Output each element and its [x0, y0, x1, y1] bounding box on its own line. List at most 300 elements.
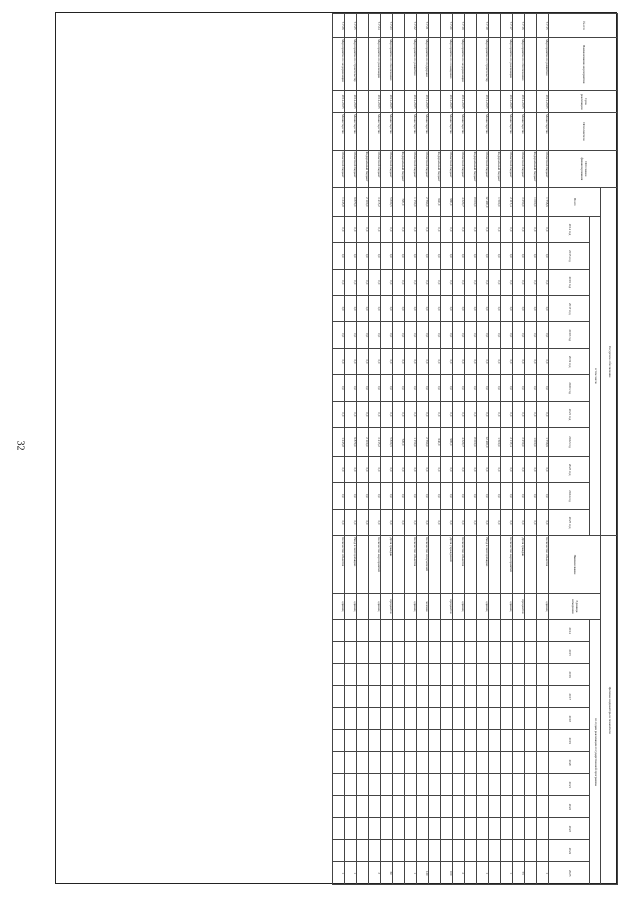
- table-cell: 2 100,0: [357, 188, 369, 217]
- table-cell: [513, 840, 525, 862]
- table-cell: [525, 91, 537, 113]
- table-cell: единиц: [369, 593, 381, 619]
- table-cell: [369, 708, 381, 730]
- table-cell: [465, 91, 477, 113]
- table-cell: [429, 730, 441, 752]
- header-year-resource: 2022 год: [549, 428, 590, 457]
- table-cell: 0,0: [333, 348, 345, 374]
- table-cell: [453, 642, 465, 664]
- table-cell: 4 320,7: [453, 428, 465, 457]
- table-cell: [393, 593, 405, 619]
- table-cell: [441, 730, 453, 752]
- table-cell: 0,0: [453, 322, 465, 348]
- table-cell: 0,0: [429, 401, 441, 427]
- table-cell: процентов: [513, 593, 525, 619]
- table-cell: 0,0: [513, 243, 525, 269]
- table-cell: 0,0: [393, 401, 405, 427]
- table-cell: 0,0: [369, 375, 381, 401]
- table-cell: [513, 752, 525, 774]
- table-cell: [417, 796, 429, 818]
- table-cell: 0,0: [489, 296, 501, 322]
- table-cell: [537, 752, 549, 774]
- table-cell: [357, 818, 369, 840]
- table-cell: Мероприятие по строительству: [345, 38, 357, 91]
- header-unit: Единица измерения: [549, 593, 601, 619]
- table-cell: 2 100,0: [357, 428, 369, 457]
- table-cell: 0,0: [369, 456, 381, 482]
- table-cell: 0,0: [393, 456, 405, 482]
- table-cell: 4 320,7: [453, 188, 465, 217]
- table-cell: 0,0: [405, 509, 417, 536]
- table-cell: [417, 752, 429, 774]
- table-cell: 12 400,0: [477, 428, 489, 457]
- table-cell: [525, 536, 537, 593]
- table-cell: [453, 752, 465, 774]
- table-cell: 2014-2025: [441, 91, 453, 113]
- table-cell: [501, 796, 513, 818]
- table-cell: 0,0: [429, 322, 441, 348]
- table-cell: 0,0: [345, 216, 357, 242]
- table-cell: Количество объектов: [453, 536, 465, 593]
- table-cell: [477, 752, 489, 774]
- table-row: [381, 14, 393, 885]
- table-cell: 0,0: [465, 216, 477, 242]
- table-cell: 0,0: [453, 269, 465, 295]
- table-cell: [357, 664, 369, 686]
- table-cell: 0,0: [501, 456, 513, 482]
- table-cell: 0,0: [489, 401, 501, 427]
- table-cell: Мероприятие по обеспечению: [381, 38, 393, 91]
- table-cell: 980,0: [441, 188, 453, 217]
- table-row: [345, 14, 357, 885]
- table-cell: 2014-2025: [453, 91, 465, 113]
- table-cell: [501, 620, 513, 642]
- table-cell: 0,0: [393, 296, 405, 322]
- table-cell: 0,0: [537, 243, 549, 269]
- table-cell: 120: [417, 862, 429, 885]
- table-cell: [381, 686, 393, 708]
- table-row: [429, 14, 441, 885]
- table-cell: [357, 642, 369, 664]
- table-cell: [465, 664, 477, 686]
- table-cell: 0,0: [333, 509, 345, 536]
- table-cell: 0,0: [537, 269, 549, 295]
- table-cell: [489, 91, 501, 113]
- table-row: [417, 14, 429, 885]
- table-cell: [393, 708, 405, 730]
- table-cell: Федеральный бюджет: [357, 150, 369, 187]
- table-cell: 0,0: [345, 269, 357, 295]
- table-cell: 0,0: [477, 483, 489, 509]
- table-cell: Областной бюджет: [369, 150, 381, 187]
- table-cell: 0,0: [429, 216, 441, 242]
- table-cell: 0,0: [417, 483, 429, 509]
- table-cell: Федеральный бюджет: [465, 150, 477, 187]
- table-cell: 2014-2025: [369, 91, 381, 113]
- table-cell: 0,0: [477, 348, 489, 374]
- table-cell: [477, 730, 489, 752]
- header-year-resource: 2023 год: [549, 456, 590, 482]
- table-cell: [417, 840, 429, 862]
- table-cell: [333, 796, 345, 818]
- table-cell: [465, 730, 477, 752]
- table-cell: [405, 796, 417, 818]
- table-cell: Доля учреждений: [441, 536, 453, 593]
- table-cell: Министерство: [453, 113, 465, 150]
- table-cell: [393, 14, 405, 38]
- table-cell: Мероприятие по развитию: [405, 38, 417, 91]
- table-cell: 0,0: [477, 401, 489, 427]
- table-cell: 0,0: [465, 509, 477, 536]
- table-cell: [405, 774, 417, 796]
- table-cell: [477, 620, 489, 642]
- table-cell: 1 150,0: [405, 428, 417, 457]
- table-cell: 0,0: [417, 348, 429, 374]
- table-cell: 2014-2025: [417, 91, 429, 113]
- table-cell: [345, 818, 357, 840]
- table-cell: человек: [417, 593, 429, 619]
- header-event: Наименование мероприятия: [549, 38, 618, 91]
- table-cell: Мероприятие по поддержке: [417, 38, 429, 91]
- table-cell: 7.7.23: [381, 14, 393, 38]
- header-year-indicator: 2020: [549, 752, 590, 774]
- table-cell: [393, 113, 405, 150]
- table-cell: 1: [345, 862, 357, 885]
- table-cell: [369, 774, 381, 796]
- table-cell: [465, 818, 477, 840]
- table-cell: 0,0: [381, 243, 393, 269]
- table-cell: 0,0: [453, 456, 465, 482]
- header-year-indicator: 2017: [549, 686, 590, 708]
- table-cell: 7.7.20: [441, 14, 453, 38]
- table-cell: [345, 642, 357, 664]
- table-cell: Министерство: [441, 113, 453, 150]
- table-cell: [489, 862, 501, 885]
- table-cell: [417, 774, 429, 796]
- table-cell: 7.7.25: [345, 14, 357, 38]
- table-cell: 0,0: [501, 296, 513, 322]
- table-cell: Министерство: [405, 113, 417, 150]
- header-year-resource: 2017 год: [549, 296, 590, 322]
- table-cell: [381, 752, 393, 774]
- table-cell: [429, 91, 441, 113]
- table-cell: [369, 752, 381, 774]
- table-cell: 0,0: [381, 269, 393, 295]
- table-cell: [465, 752, 477, 774]
- table-cell: 7.7.22: [405, 14, 417, 38]
- table-row: [501, 14, 513, 885]
- table-cell: [525, 642, 537, 664]
- table-cell: [357, 620, 369, 642]
- table-cell: 1: [537, 862, 549, 885]
- table-cell: [501, 664, 513, 686]
- header-in-including: в том числе: [590, 216, 601, 536]
- table-cell: 0,0: [477, 269, 489, 295]
- table-cell: 0,0: [417, 269, 429, 295]
- table-cell: [525, 774, 537, 796]
- table-cell: 0,0: [333, 216, 345, 242]
- table-cell: 0,0: [525, 296, 537, 322]
- table-cell: 0,0: [489, 483, 501, 509]
- table-cell: [429, 664, 441, 686]
- table-cell: Количество объектов: [405, 536, 417, 593]
- table-cell: Количество объектов: [537, 536, 549, 593]
- table-cell: [333, 752, 345, 774]
- table-cell: [501, 752, 513, 774]
- table-cell: 0,0: [513, 269, 525, 295]
- table-cell: [441, 818, 453, 840]
- table-cell: 0,0: [525, 322, 537, 348]
- header-year-indicator: 2022: [549, 796, 590, 818]
- table-cell: 0,0: [417, 296, 429, 322]
- table-cell: [453, 840, 465, 862]
- table-cell: 0,0: [357, 456, 369, 482]
- table-row: [465, 14, 477, 885]
- table-cell: 0,0: [453, 483, 465, 509]
- table-cell: 0,0: [405, 483, 417, 509]
- table-cell: 0,0: [381, 296, 393, 322]
- table-cell: [537, 774, 549, 796]
- table-cell: [537, 840, 549, 862]
- table-cell: Областной бюджет: [501, 150, 513, 187]
- table-cell: 0,0: [489, 216, 501, 242]
- table-cell: 0,0: [489, 509, 501, 536]
- table-cell: [441, 686, 453, 708]
- table-row: [489, 14, 501, 885]
- table-cell: [513, 686, 525, 708]
- table-cell: Министерство: [345, 113, 357, 150]
- table-cell: 0,0: [393, 243, 405, 269]
- table-cell: [369, 620, 381, 642]
- table-cell: [429, 708, 441, 730]
- table-cell: 0,0: [345, 348, 357, 374]
- table-cell: 0,0: [537, 509, 549, 536]
- table-cell: [537, 664, 549, 686]
- table-cell: [357, 113, 369, 150]
- table-cell: [465, 620, 477, 642]
- table-cell: 0,0: [453, 375, 465, 401]
- table-cell: [405, 642, 417, 664]
- table-cell: Мероприятие по модернизации: [453, 38, 465, 91]
- table-cell: 0,0: [477, 296, 489, 322]
- table-cell: [357, 536, 369, 593]
- table-cell: [453, 620, 465, 642]
- table-cell: Областной бюджет: [477, 150, 489, 187]
- table-cell: [441, 840, 453, 862]
- table-cell: 3 250,0: [513, 188, 525, 217]
- table-cell: 0,0: [333, 375, 345, 401]
- table-cell: [381, 730, 393, 752]
- table-cell: 0,0: [513, 322, 525, 348]
- table-cell: [333, 818, 345, 840]
- table-cell: [429, 686, 441, 708]
- table-cell: [513, 796, 525, 818]
- table-cell: [405, 818, 417, 840]
- table-row: [357, 14, 369, 885]
- table-cell: 0,0: [405, 269, 417, 295]
- table-cell: [525, 752, 537, 774]
- table-cell: [453, 774, 465, 796]
- table-cell: 0,0: [489, 348, 501, 374]
- table-cell: 0,0: [369, 401, 381, 427]
- table-cell: 1 758,6: [537, 428, 549, 457]
- header-year-resource: 2020 год: [549, 375, 590, 401]
- table-cell: 0,0: [501, 509, 513, 536]
- table-cell: 0,0: [441, 509, 453, 536]
- table-cell: 0,0: [345, 243, 357, 269]
- table-cell: Областной бюджет: [453, 150, 465, 187]
- header-year-indicator: 2023: [549, 818, 590, 840]
- table-cell: 0,0: [429, 348, 441, 374]
- table-cell: 0,0: [393, 348, 405, 374]
- table-cell: Ввод в эксплуатацию: [477, 536, 489, 593]
- table-cell: [405, 664, 417, 686]
- table-cell: [429, 818, 441, 840]
- table-cell: 2014-2025: [501, 91, 513, 113]
- table-cell: 7.7.15: [537, 14, 549, 38]
- table-cell: 0,0: [537, 216, 549, 242]
- table-cell: [477, 642, 489, 664]
- table-cell: 0,0: [525, 269, 537, 295]
- header-year-indicator: 2014: [549, 620, 590, 642]
- table-cell: 7.7.24: [369, 14, 381, 38]
- table-cell: 0,0: [453, 348, 465, 374]
- table-cell: 0,0: [369, 483, 381, 509]
- table-cell: 0,0: [513, 375, 525, 401]
- table-cell: [333, 730, 345, 752]
- table-cell: [513, 708, 525, 730]
- table-cell: [429, 774, 441, 796]
- table-cell: [513, 730, 525, 752]
- table-cell: 2014-2025: [345, 91, 357, 113]
- table-cell: [381, 664, 393, 686]
- table-cell: 0,0: [417, 509, 429, 536]
- table-cell: 0,0: [441, 269, 453, 295]
- header-year-resource: 2014 год: [549, 216, 590, 242]
- table-cell: 0,0: [465, 483, 477, 509]
- table-cell: 12 400,0: [477, 188, 489, 217]
- table-cell: 0,0: [501, 243, 513, 269]
- table-cell: 0,0: [333, 296, 345, 322]
- table-cell: [441, 774, 453, 796]
- table-cell: Областной бюджет: [513, 150, 525, 187]
- table-cell: [513, 620, 525, 642]
- table-cell: 0,0: [513, 509, 525, 536]
- table-cell: 0,0: [381, 483, 393, 509]
- table-cell: [333, 774, 345, 796]
- table-cell: единиц: [477, 593, 489, 619]
- table-cell: 0,0: [345, 401, 357, 427]
- table-cell: [465, 708, 477, 730]
- table-cell: [429, 593, 441, 619]
- table-cell: [369, 796, 381, 818]
- table-cell: [429, 14, 441, 38]
- table-cell: Доля граждан: [381, 536, 393, 593]
- table-cell: 0,0: [441, 375, 453, 401]
- table-cell: 0,0: [357, 483, 369, 509]
- table-cell: [417, 686, 429, 708]
- table-cell: [381, 774, 393, 796]
- table-cell: [429, 113, 441, 150]
- table-cell: 0,0: [501, 322, 513, 348]
- table-cell: [513, 774, 525, 796]
- table-cell: Мероприятие по строительству: [477, 38, 489, 91]
- header-year-resource: 2019 год: [549, 348, 590, 374]
- table-cell: 0,0: [537, 456, 549, 482]
- table-cell: [393, 642, 405, 664]
- header-year-resource: 2024 год: [549, 483, 590, 509]
- table-cell: [489, 730, 501, 752]
- table-cell: 2 117,4: [501, 188, 513, 217]
- table-cell: 5 830,5: [381, 428, 393, 457]
- table-cell: [333, 642, 345, 664]
- table-cell: 1 500,0: [489, 428, 501, 457]
- header-year-resource: 2018 год: [549, 322, 590, 348]
- table-cell: [489, 686, 501, 708]
- table-cell: 0,0: [525, 375, 537, 401]
- table-cell: 0,0: [429, 483, 441, 509]
- table-cell: [441, 752, 453, 774]
- table-cell: [393, 752, 405, 774]
- table-cell: 0,0: [333, 483, 345, 509]
- table-cell: 0,0: [417, 243, 429, 269]
- table-cell: [381, 642, 393, 664]
- table-cell: [405, 730, 417, 752]
- table-cell: 0,0: [405, 456, 417, 482]
- table-cell: [405, 686, 417, 708]
- table-cell: [525, 840, 537, 862]
- table-cell: Федеральный бюджет: [429, 150, 441, 187]
- table-cell: 1 150,0: [405, 188, 417, 217]
- table-cell: 0,0: [513, 216, 525, 242]
- table-cell: 100: [441, 862, 453, 885]
- table-cell: [369, 642, 381, 664]
- table-cell: [405, 840, 417, 862]
- table-cell: 0,0: [477, 243, 489, 269]
- table-cell: 0,0: [501, 375, 513, 401]
- table-cell: 0,0: [345, 375, 357, 401]
- table-cell: [537, 620, 549, 642]
- table-cell: [453, 708, 465, 730]
- table-cell: [525, 14, 537, 38]
- table-cell: 0,0: [369, 296, 381, 322]
- table-cell: [357, 862, 369, 885]
- table-cell: [537, 686, 549, 708]
- table-cell: 0,0: [333, 401, 345, 427]
- table-cell: [501, 730, 513, 752]
- table-cell: 0,0: [537, 375, 549, 401]
- table-cell: Областной бюджет: [417, 150, 429, 187]
- table-cell: 0,0: [513, 483, 525, 509]
- table-cell: [393, 796, 405, 818]
- table-cell: [381, 818, 393, 840]
- table-cell: 0,0: [357, 243, 369, 269]
- table-cell: [405, 752, 417, 774]
- table-cell: 2 117,4: [501, 428, 513, 457]
- table-cell: [489, 796, 501, 818]
- table-cell: 1 758,6: [537, 188, 549, 217]
- table-cell: [369, 818, 381, 840]
- table-cell: 0,0: [345, 483, 357, 509]
- table-cell: [489, 536, 501, 593]
- table-cell: 0,0: [501, 216, 513, 242]
- table-cell: 0,0: [369, 243, 381, 269]
- header-year-indicator: 2024: [549, 840, 590, 862]
- table-cell: [477, 664, 489, 686]
- table-cell: 0,0: [501, 483, 513, 509]
- table-cell: [525, 686, 537, 708]
- table-cell: [489, 14, 501, 38]
